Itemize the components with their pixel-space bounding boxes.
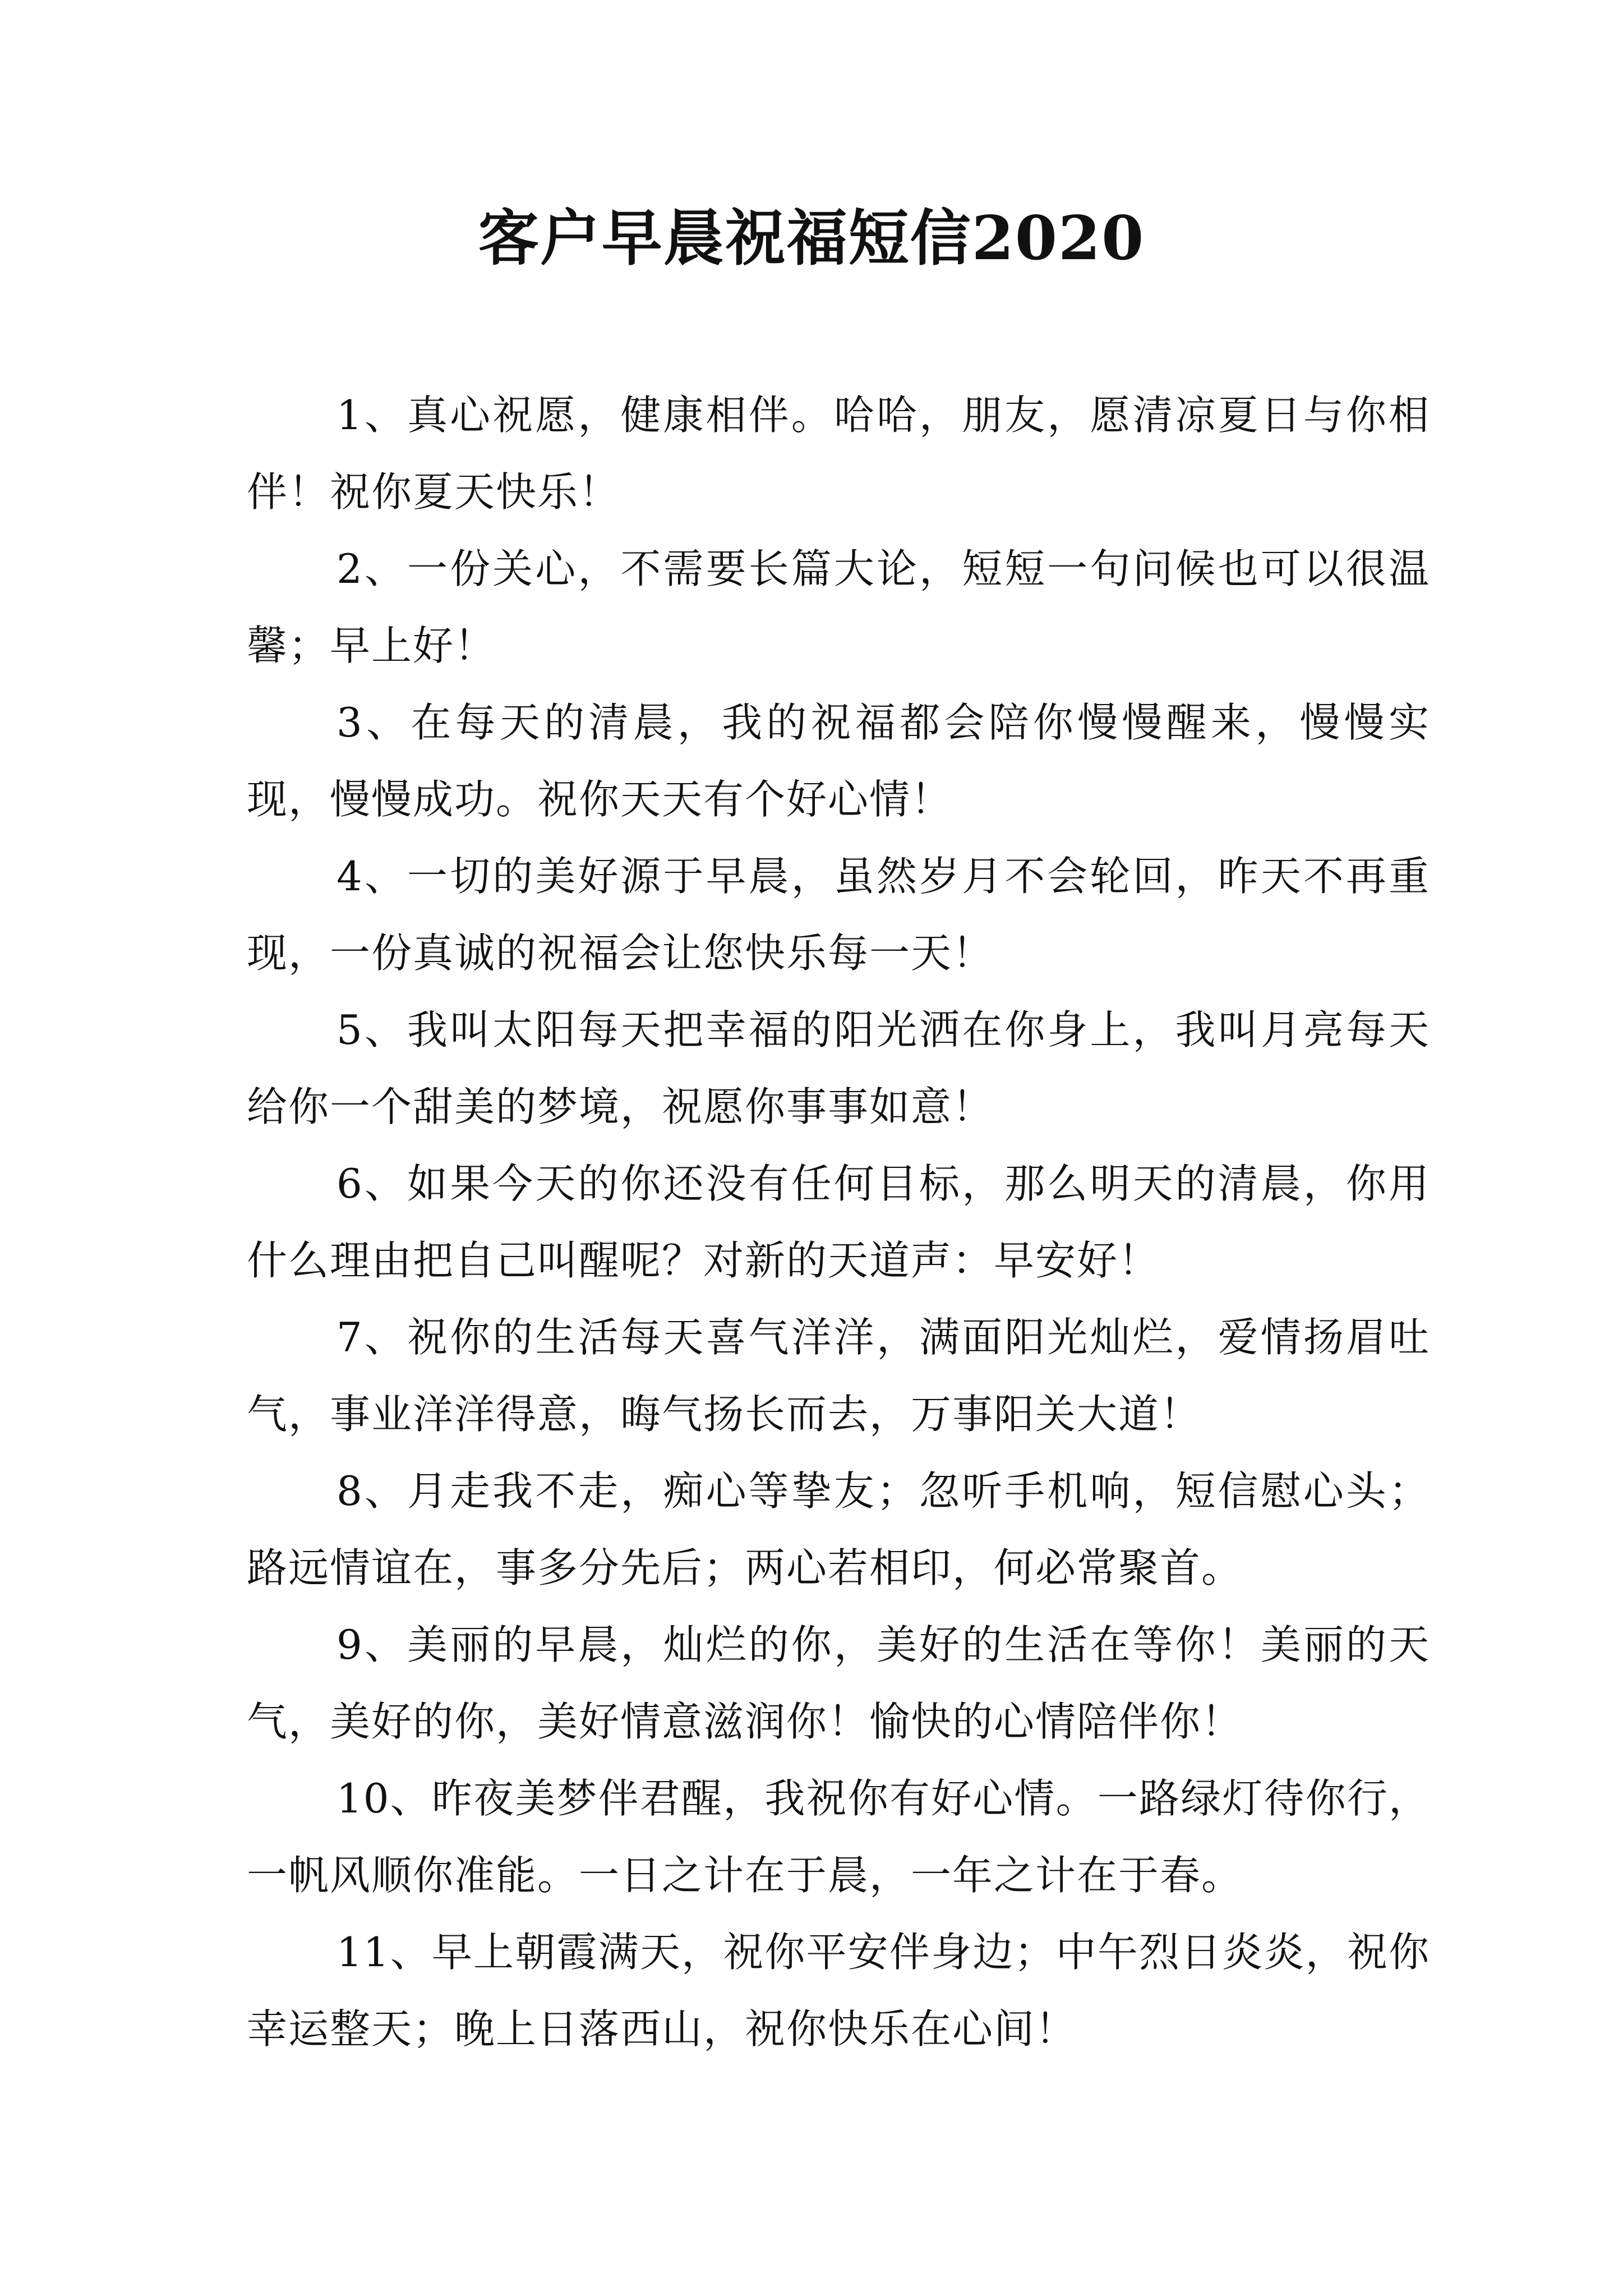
- paragraph-4: 4、一切的美好源于早晨，虽然岁月不会轮回，昨天不再重现，一份真诚的祝福会让您快乐每一天！: [247, 853, 1430, 977]
- paragraph-6: 6、如果今天的你还没有任何目标，那么明天的清晨，你用什么理由把自己叫醒呢？对新的天道声：早安好！: [247, 1160, 1430, 1284]
- paragraph-5: 5、我叫太阳每天把幸福的阳光洒在你身上，我叫月亮每天给你一个甜美的梦境，祝愿你事事如意！: [247, 1006, 1430, 1130]
- paragraph-3: 3、在每天的清晨，我的祝福都会陪你慢慢醒来，慢慢实现，慢慢成功。祝你天天有个好心情！: [247, 699, 1430, 823]
- paragraph-8: 8、月走我不走，痴心等挚友；忽听手机响，短信慰心头；路远情谊在，事多分先后；两心若相印，何必常聚首。: [247, 1467, 1430, 1591]
- paragraph-9: 9、美丽的早晨，灿烂的你，美好的生活在等你！美丽的天气，美好的你，美好情意滋润你！愉快的心情陪伴你！: [247, 1621, 1430, 1745]
- document-title: 客户早晨祝福短信2020: [478, 203, 1145, 274]
- paragraph-10: 10、昨夜美梦伴君醒，我祝你有好心情。一路绿灯待你行，一帆风顺你准能。一日之计在于晨，一年之计在于春。: [247, 1775, 1430, 1899]
- paragraph-7: 7、祝你的生活每天喜气洋洋，满面阳光灿烂，爱情扬眉吐气，事业洋洋得意，晦气扬长而去，万事阳关大道！: [247, 1314, 1430, 1438]
- paragraph-1: 1、真心祝愿，健康相伴。哈哈，朋友，愿清凉夏日与你相伴！祝你夏天快乐！: [247, 392, 1430, 516]
- paragraph-11: 11、早上朝霞满天，祝你平安伴身边；中午烈日炎炎，祝你幸运整天；晚上日落西山，祝你快乐在心间！: [247, 1929, 1430, 2053]
- paragraph-2: 2、一份关心，不需要长篇大论，短短一句问候也可以很温馨；早上好！: [247, 545, 1430, 669]
- document-body: [247, 377, 1430, 2068]
